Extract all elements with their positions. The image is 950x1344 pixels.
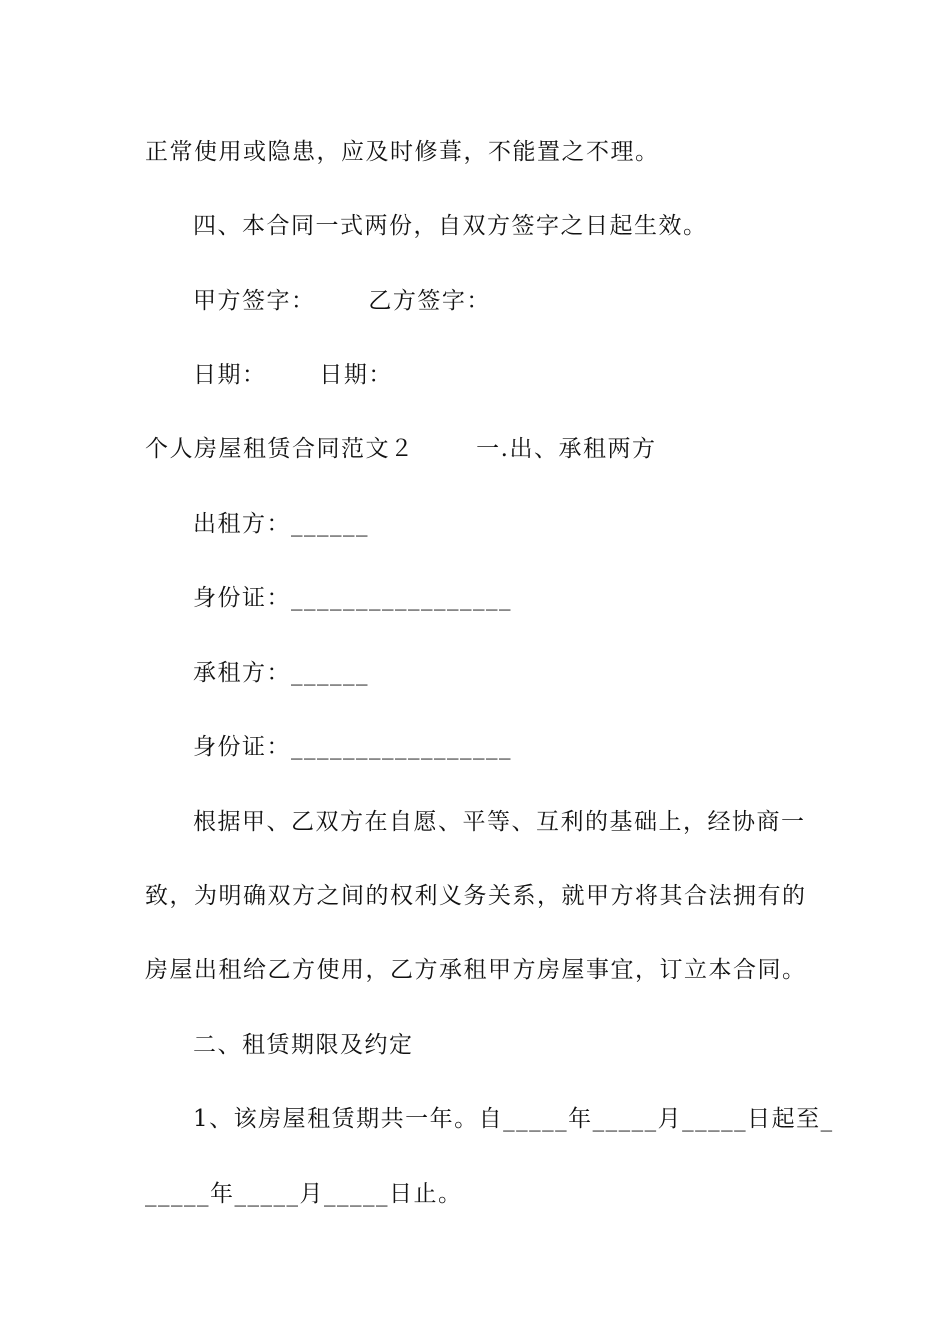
paragraph-line-repair-clause: 正常使用或隐患，应及时修葺，不能置之不理。 xyxy=(145,139,660,165)
lease-period-line-2: _____年_____月_____日止。 xyxy=(145,1181,463,1207)
signature-labels: 甲方签字： 乙方签字： xyxy=(193,288,491,314)
lessor-id-field: 身份证：_________________ xyxy=(193,585,512,611)
lease-period-line-1: 1、该房屋租赁期共一年。自_____年_____月_____日起至_ xyxy=(193,1106,834,1132)
date-labels: 日期： 日期： xyxy=(193,362,393,388)
lessor-field: 出租方：______ xyxy=(193,511,369,537)
section-heading-lease-term: 二、租赁期限及约定 xyxy=(193,1032,414,1058)
paragraph-line-effective-clause: 四、本合同一式两份，自双方签字之日起生效。 xyxy=(193,213,708,239)
lessee-id-field: 身份证：_________________ xyxy=(193,734,512,760)
lessee-field: 承租方：______ xyxy=(193,660,369,686)
paragraph-line-basis-3: 房屋出租给乙方使用，乙方承租甲方房屋事宜，订立本合同。 xyxy=(145,957,807,983)
section-heading-contract-2: 个人房屋租赁合同范文２ 一.出、承租两方 xyxy=(145,436,657,462)
paragraph-line-basis-2: 致，为明确双方之间的权利义务关系，就甲方将其合法拥有的 xyxy=(145,883,807,909)
paragraph-line-basis-1: 根据甲、乙双方在自愿、平等、互利的基础上，经协商一 xyxy=(193,809,806,835)
